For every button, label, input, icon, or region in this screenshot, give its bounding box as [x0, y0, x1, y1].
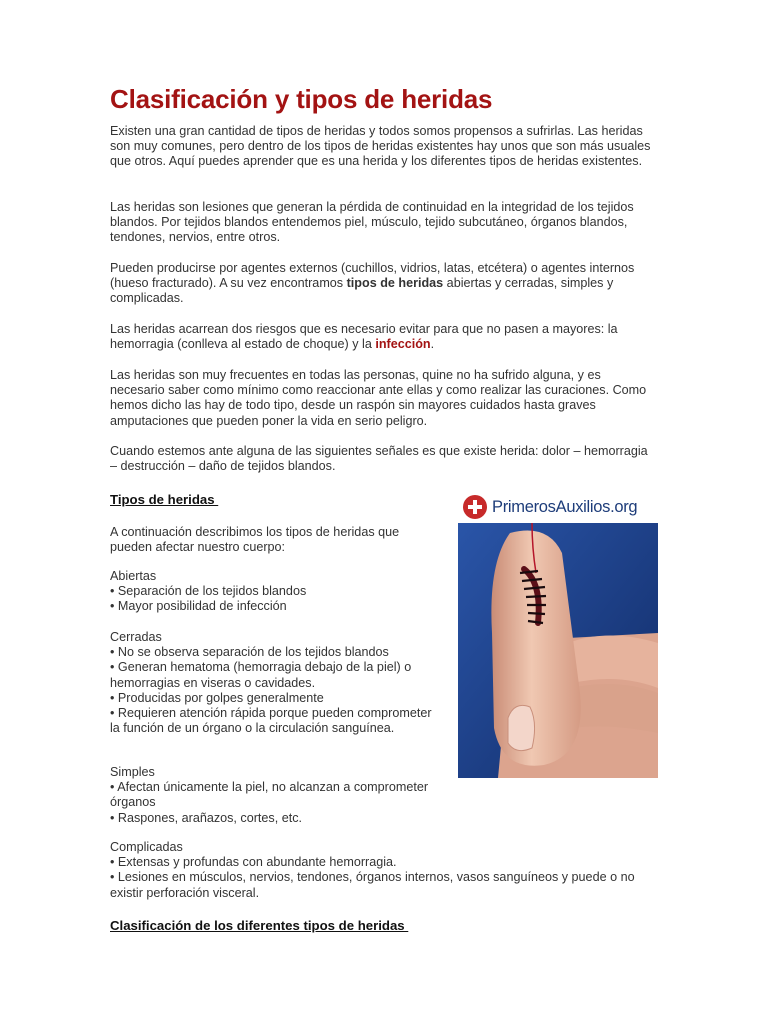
- risks-text-2: .: [430, 337, 435, 352]
- list-item: • Lesiones en músculos, nervios, tendones, órganos internos, vasos sanguíneos y puede o no existir perforación visceral.: [110, 870, 635, 900]
- intro-paragraph: Existen una gran cantidad de tipos de heridas y todos somos propensos a sufrirlas. Las heridas son muy comunes, pero dentro de los tipos de heridas existentes hay unos que son más usuales que otros. Aquí puedes aprender que es una herida y los diferentes tipos de heridas existentes.: [110, 124, 651, 169]
- causes-text-2: abiertas y cerradas, simples y complicadas.: [110, 276, 614, 306]
- list-item: • Producidas por golpes generalmente: [110, 690, 324, 705]
- tipos-intro: A continuación describimos los tipos de heridas que pueden afectar nuestro cuerpo:: [110, 525, 400, 555]
- abiertas-group: [110, 569, 440, 615]
- logo-text: PrimerosAuxilios.org: [492, 497, 638, 516]
- page-title: Clasificación y tipos de heridas: [110, 84, 493, 114]
- causes-bold: tipos de heridas: [346, 276, 444, 291]
- list-item: • Raspones, arañazos, cortes, etc.: [110, 810, 303, 825]
- simples-group: [110, 765, 440, 826]
- list-item: • Separación de los tejidos blandos: [110, 584, 307, 599]
- signals-paragraph: Cuando estemos ante alguna de las siguientes señales es que existe herida: dolor – hemorragia – destrucción – daño de tejidos blandos.: [110, 444, 648, 474]
- risks-paragraph: [110, 322, 658, 352]
- abiertas-title: Abiertas: [110, 569, 157, 583]
- list-item: • Afectan únicamente la piel, no alcanzan a comprometer órganos: [110, 780, 429, 810]
- section-heading-tipos: Tipos de heridas: [110, 492, 219, 507]
- frequency-paragraph: Las heridas son muy frecuentes en todas las personas, quine no ha sufrido alguna, y es necesario saber como mínimo como reaccionar ante ellas y como realizar las curaciones. Como hemos dicho las hay de todo tipo, desde un raspón sin mayores cuidados hasta graves amputaciones que pueden poner la vida en serio peligro.: [110, 368, 647, 428]
- simples-title: Simples: [110, 765, 155, 779]
- causes-paragraph: [110, 261, 658, 307]
- stitched-thumb-illustration: [458, 523, 658, 778]
- cerradas-group: [110, 630, 440, 736]
- causes-text-1: Pueden producirse por agentes externos (cuchillos, vidrios, latas, etcétera) o agentes internos (hueso fracturado). A su vez encontramos: [110, 261, 635, 291]
- list-item: • Generan hematoma (hemorragia debajo de la piel) o hemorragias en viseras o cavidades.: [110, 660, 412, 690]
- definition-paragraph: Las heridas son lesiones que generan la pérdida de continuidad en la integridad de los tejidos blandos. Por tejidos blandos entendemos piel, músculo, tejido subcutáneo, órganos blandos, tendones, nervios, entre otros.: [110, 200, 634, 245]
- complicadas-title: Complicadas: [110, 840, 183, 854]
- list-item: • Extensas y profundas con abundante hemorragia.: [110, 855, 397, 870]
- list-item: • Mayor posibilidad de infección: [110, 599, 287, 614]
- section-heading-clasificacion: Clasificación de los diferentes tipos de heridas: [110, 918, 409, 933]
- cerradas-title: Cerradas: [110, 630, 162, 644]
- list-item: • Requieren atención rápida porque pueden comprometer la función de un órgano o la circulación sanguínea.: [110, 706, 432, 736]
- complicadas-group: [110, 840, 658, 901]
- list-item: • No se observa separación de los tejidos blandos: [110, 645, 389, 660]
- wound-photo: [458, 491, 658, 778]
- risks-text-1: Las heridas acarrean dos riesgos que es necesario evitar para que no pasen a mayores: la hemorragia (conlleva al estado de choque) y la: [110, 322, 618, 352]
- infeccion-link[interactable]: infección: [375, 337, 431, 352]
- first-aid-cross-icon: [463, 495, 487, 519]
- photo-logo: [458, 491, 658, 524]
